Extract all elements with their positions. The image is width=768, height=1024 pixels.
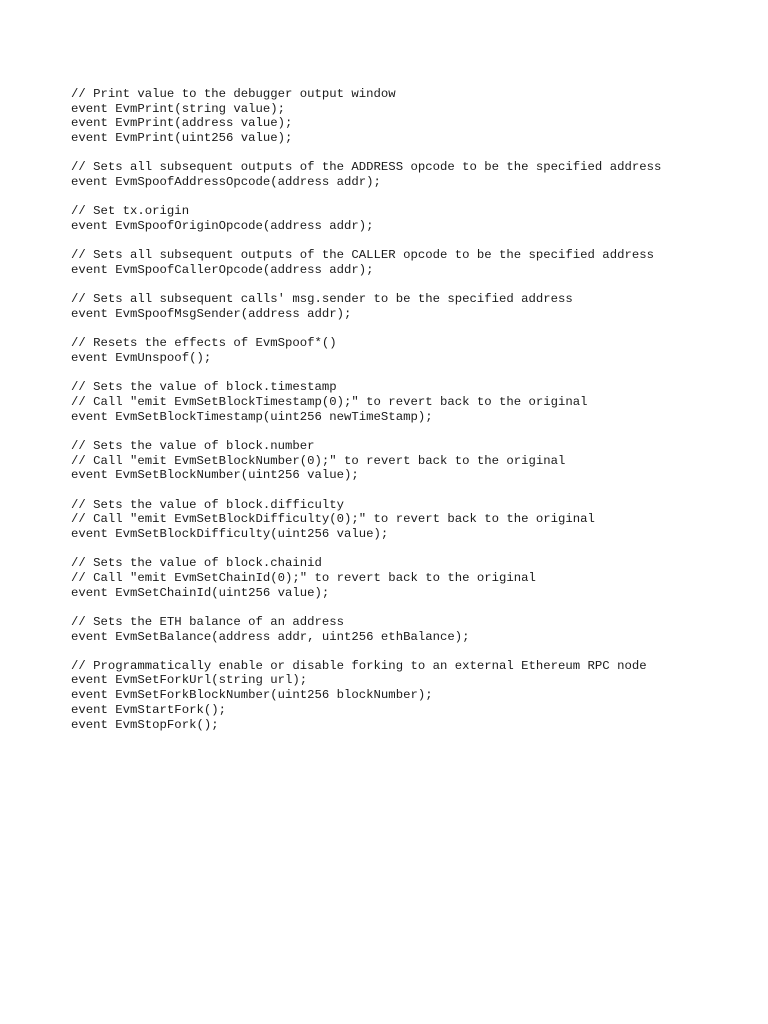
code-block-spoof-msg-sender (71, 292, 751, 321)
code-comment: // Call "emit EvmSetChainId(0);" to revert back to the original (71, 570, 536, 585)
code-comment: // Sets the value of block.timestamp (71, 380, 337, 395)
code-comment: // Resets the effects of EvmSpoof*() (71, 336, 337, 351)
code-comment: // Sets the value of block.chainid (71, 556, 322, 571)
code-line: event EvmStopFork(); (71, 717, 219, 732)
code-block-block-difficulty (71, 498, 751, 542)
code-block-forking (71, 659, 751, 732)
code-comment: // Sets all subsequent calls' msg.sender to be the specified address (71, 292, 573, 307)
code-comment: // Call "emit EvmSetBlockDifficulty(0);" to revert back to the original (71, 512, 595, 527)
code-block-block-number (71, 439, 751, 483)
code-line: event EvmSetBlockNumber(uint256 value); (71, 468, 359, 483)
code-comment: // Call "emit EvmSetBlockNumber(0);" to revert back to the original (71, 453, 566, 468)
code-line: event EvmPrint(string value); (71, 101, 286, 116)
code-line: event EvmSetBlockDifficulty(uint256 value); (71, 526, 389, 541)
code-block-chain-id (71, 556, 751, 600)
code-block-evm-print (71, 87, 751, 146)
code-line: event EvmSetBlockTimestamp(uint256 newTimeStamp); (71, 409, 433, 424)
code-comment: // Sets the value of block.number (71, 438, 315, 453)
code-comment: // Set tx.origin (71, 204, 190, 219)
code-comment: // Print value to the debugger output window (71, 87, 396, 101)
code-comment: // Sets the value of block.difficulty (71, 497, 345, 512)
code-comment: // Sets the ETH balance of an address (71, 614, 345, 629)
code-line: event EvmSetForkBlockNumber(uint256 blockNumber); (71, 688, 433, 703)
code-block-set-balance (71, 615, 751, 644)
code-line: event EvmStartFork(); (71, 702, 226, 717)
code-block-spoof-caller (71, 248, 751, 277)
code-line: event EvmSpoofOriginOpcode(address addr); (71, 219, 374, 233)
code-line: event EvmUnspoof(); (71, 350, 212, 365)
code-line: event EvmSpoofCallerOpcode(address addr); (71, 262, 374, 277)
code-comment: // Sets all subsequent outputs of the ADDRESS opcode to be the specified address (71, 160, 662, 175)
code-line: event EvmPrint(address value); (71, 116, 293, 131)
code-comment: // Sets all subsequent outputs of the CALLER opcode to be the specified address (71, 248, 654, 263)
code-line: event EvmSpoofAddressOpcode(address addr); (71, 175, 381, 190)
code-block-unspoof (71, 336, 751, 365)
code-line: event EvmSetForkUrl(string url); (71, 673, 308, 688)
code-line: event EvmPrint(uint256 value); (71, 131, 293, 146)
code-line: event EvmSetBalance(address addr, uint256 ethBalance); (71, 629, 470, 644)
code-listing (71, 87, 751, 747)
code-block-spoof-origin (71, 204, 751, 233)
code-line: event EvmSetChainId(uint256 value); (71, 585, 330, 600)
code-comment: // Call "emit EvmSetBlockTimestamp(0);" to revert back to the original (71, 394, 588, 409)
code-line: event EvmSpoofMsgSender(address addr); (71, 306, 352, 321)
code-block-block-timestamp (71, 380, 751, 424)
code-comment: // Programmatically enable or disable forking to an external Ethereum RPC node (71, 658, 647, 673)
code-block-spoof-address (71, 160, 751, 189)
